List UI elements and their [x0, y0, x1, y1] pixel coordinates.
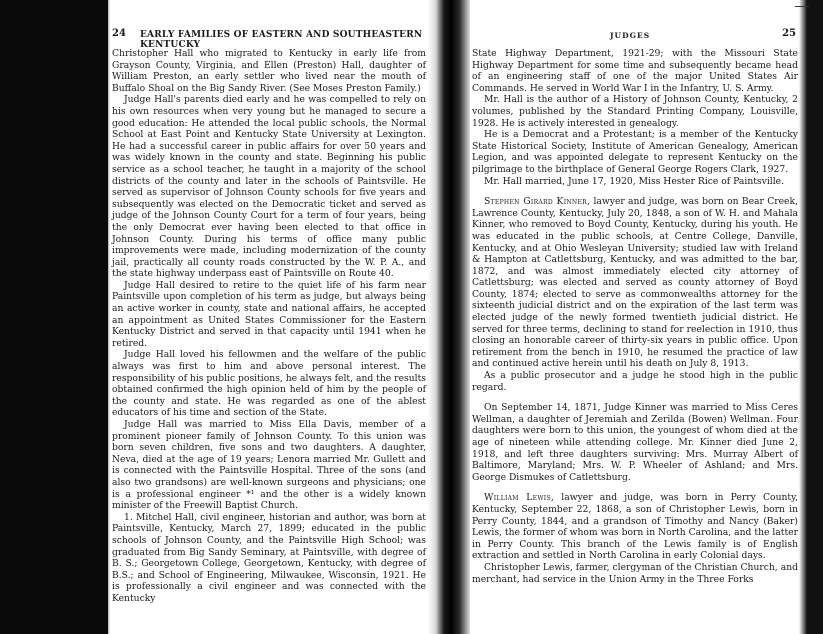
right-page-body: [472, 48, 798, 585]
paragraph: As a public prosecutor and a judge he stood high in the public regard.: [472, 370, 798, 393]
paragraph: On September 14, 1871, Judge Kinner was married to Miss Ceres Wellman, a daughter of Jeremiah and Zerilda (Bowen) Wellman. Four daughters were born to this union, the youngest of whom died at the age of nineteen while attending college. Mr. Kinner died June 2, 1918, and left three daughters surviving: Mrs. Murray Albert of Baltimore, Maryland; Mrs. W. P. Wheeler of Ashland; and Mrs. George Dismukes of Catlettsburg.: [472, 402, 798, 483]
entry-name: Stephen Girard Kinner,: [484, 196, 591, 208]
running-head: JUDGES: [610, 31, 651, 40]
entry-text: lawyer and judge, was born on Bear Creek, Lawrence County, Kentucky, July 20, 1848, a son of W. H. and Mahala Kinner, who removed to Boyd County, Kentucky, during his youth. He was educated in the public schools, at Centre College, Danville, Kentucky, and at Ohio Wesleyan University; studied law with Ireland & Hampton at Catlettsburg, Kentucky, and was admitted to the bar, 1872, and was almost immediately elected city attorney of Catlettsburg; was elected and served as county attorney of Boyd County, 1874; elected to serve as commonwealths attorney for the sixteenth judicial district and on the expiration of the last term was elected judge of the newly formed twentieth judicial district. He served for three terms, declining to stand for reelection in 1910, thus closing an honorable career of thirty-six years in public office. Upon retirement from the bench in 1910, he resumed the practice of law and continued active herein until his death on July 8, 1913.: [472, 196, 798, 370]
paragraph: He is a Democrat and a Protestant; is a member of the Kentucky State Historical Society, Institute of American Genealogy, American Legion, and was appointed delegate to represent Kentucky on the pilgrimage to the birthplace of General George Rogers Clark, 1927.: [472, 129, 798, 175]
right-page: [470, 0, 800, 634]
paragraph: Judge Hall loved his fellowmen and the welfare of the public always was first to him and above personal interest. The responsibility of his public positions, he always felt, and the results obtained confirmed the high opinion held of him by the people of the county and state. He was regarded as one of the ablest educators of his time and section of the State.: [112, 349, 426, 419]
entry-name: William Lewis,: [484, 492, 555, 504]
paragraph: Christopher Lewis, farmer, clergyman of the Christian Church, and merchant, had service in the Union Army in the Three Forks: [472, 561, 798, 585]
left-page: [110, 0, 428, 634]
paragraph: Judge Hall was married to Miss Ella Davis, member of a prominent pioneer family of Johnson County. To this union was born seven children, five sons and two daughters. A daughter, Neva, died at the age of 19 years; Lenora married Mr. Gullett and is connected with the Paintsville Hospital. Three of the sons (and also two grandsons) are well-known surgeons and physicians; one is a professional engineer *¹ and the other is a widely known minister of the Freewill Baptist Church.: [112, 419, 426, 512]
scan-dark-edge-right: [807, 0, 823, 634]
paragraph: Christopher Hall who migrated to Kentucky in early life from Grayson County, Virginia, and Ellen (Preston) Hall, daughter of William Preston, an early settler who lived near the mouth of Buffalo Shoal on the Big Sandy River. (See Moses Preston Family.): [112, 48, 426, 94]
running-head: EARLY FAMILIES OF EASTERN AND SOUTHEASTERN KENTUCKY: [140, 30, 423, 50]
book-gutter: [428, 0, 470, 634]
scan-dark-edge-left: [0, 0, 108, 634]
biography-entry-kinner: [472, 196, 798, 370]
paragraph: State Highway Department, 1921-29; with the Missouri State Highway Department for some time and subsequently became head of an engineering staff of one of the major United States Air Commands. He served in World War I in the Infantry, U. S. Army.: [472, 48, 798, 94]
scan-corner-mark: [795, 6, 809, 7]
paragraph: Judge Hall's parents died early and he was compelled to rely on his own resources when very young but he managed to secure a good education: He attended the local public schools, the Normal School at East Point and Kentucky State University at Lexington. He had a successful career in public affairs for over 50 years and was widely known in the county and state. Beginning his public service as a school teacher, he taught in a majority of the school districts of the county and later in the schools of Paintsville. He served as supervisor of Johnson County schools for five years and subsequently was elected on the Democratic ticket and served as judge of the Johnson County Court for a term of four years, being the only Democrat ever having been elected to that office in Johnson County. During his terms of office many public improvements were made, including modernization of the county jail, practically all county roads constructed by the W. P. A., and the state highway underpass east of Paintsville on Route 40.: [112, 94, 426, 280]
biography-entry-lewis: [472, 492, 798, 562]
left-page-body: [112, 48, 426, 605]
entry-text: lawyer and judge, was born in Perry County, Kentucky, September 22, 1868, a son of Christopher Lewis, born in Perry County, 1844, and a grandson of Timothy and Nancy (Baker) Lewis, the former of whom was born in North Carolina, and the latter in Perry County. This branch of the Lewis family is of English extraction and settled in North Carolina in early Colonial days.: [472, 492, 798, 562]
footnote-paragraph: 1. Mitchel Hall, civil engineer, historian and author, was born at Paintsville, Kentucky, March 27, 1899; educated in the public schools of Johnson County, and the Paintsville High School; was graduated from Big Sandy Seminary, at Paintsville, with degree of B. S.; Georgetown College, Georgetown, Kentucky, with degree of B.S.; and School of Engineering, Milwaukee, Wisconsin, 1921. He is professionally a civil engineer and was connected with the Kentucky: [112, 511, 426, 604]
paragraph: Mr. Hall married, June 17, 1920, Miss Hester Rice of Paintsville.: [484, 175, 785, 187]
paragraph: Judge Hall desired to retire to the quiet life of his farm near Paintsville upon completion of his term as judge, but always being an active worker in county, state and national affairs, he accepted an appointment as United States Commissioner for the Eastern Kentucky District and served in that capacity until 1941 when he retired.: [112, 279, 426, 349]
paragraph: Mr. Hall is the author of a History of Johnson County, Kentucky, 2 volumes, published by the Standard Printing Company, Louisville, 1928. He is actively interested in genealogy.: [472, 94, 798, 129]
page-number: 24: [112, 28, 126, 39]
page-number: 25: [782, 28, 796, 39]
